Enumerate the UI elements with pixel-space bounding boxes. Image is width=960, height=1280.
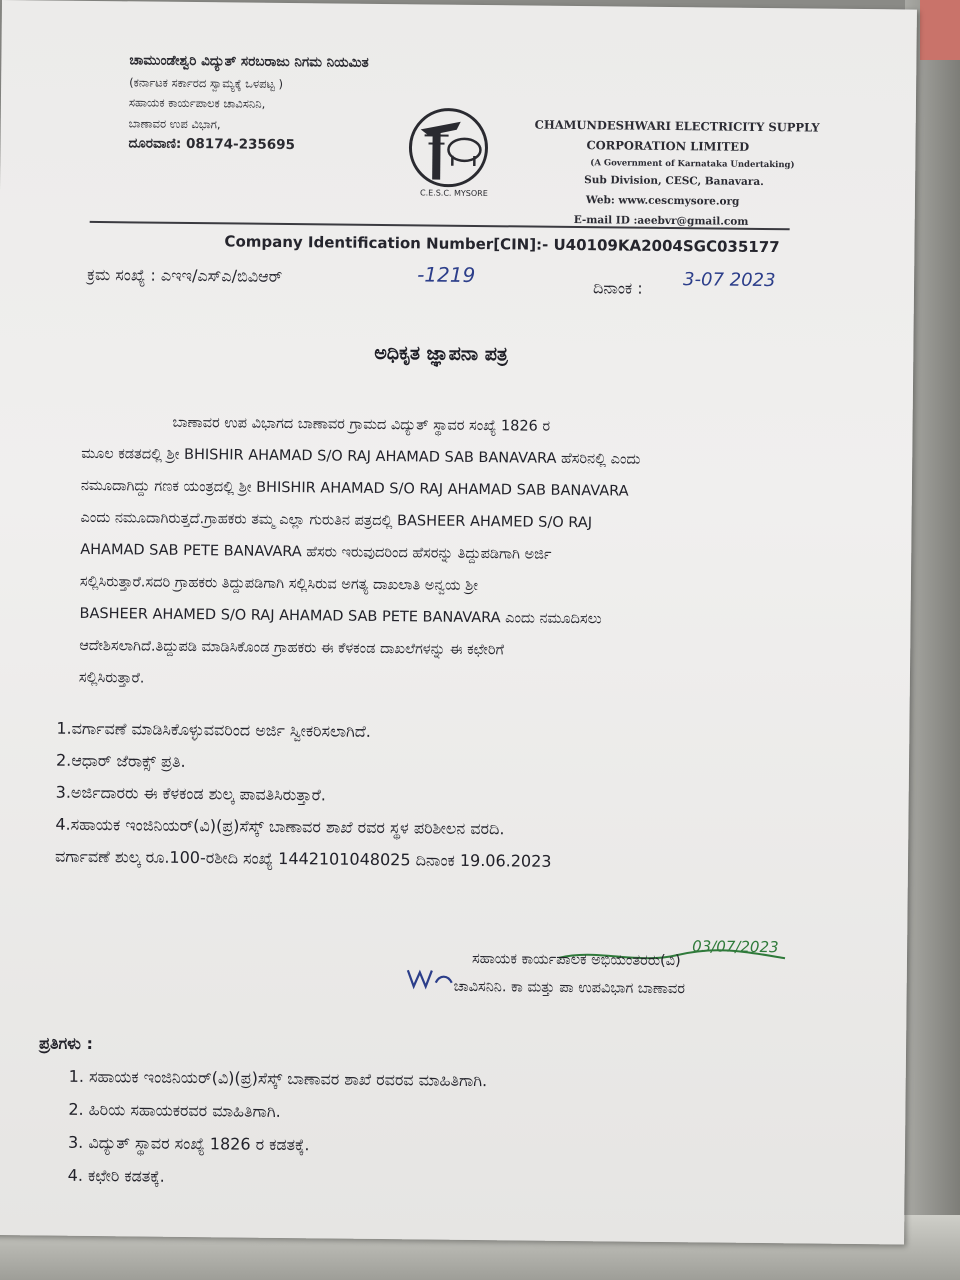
org-status-english: (A Government of Karnataka Undertaking) — [590, 158, 795, 171]
background-object — [920, 0, 960, 60]
body-line: ಬಾಣಾವರ ಉಪ ವಿಭಾಗದ ಬಾಣಾವರ ಗ್ರಾಮದ ವಿದ್ಯುತ್ ಸ್ಥಾವರ ಸಂಖ್ಯೆ 1826 ರ — [172, 414, 551, 435]
subdivision-english: Sub Division, CESC, Banavara. — [584, 174, 764, 188]
copy-item: 3. ವಿದ್ಯುತ್ ಸ್ಥಾವರ ಸಂಖ್ಯೆ 1826 ರ ಕಡತಕ್ಕೆ. — [67, 1132, 310, 1155]
office-title-kannada: ಸಹಾಯಕ ಕಾರ್ಯಪಾಲಕ ಚಾವಿಸನಿನಿ, — [128, 95, 266, 111]
copy-item: 4. ಕಛೇರಿ ಕಡತಕ್ಕೆ. — [67, 1165, 165, 1186]
org-name-kannada: ಚಾಮುಂಡೇಶ್ವರಿ ವಿದ್ಯುತ್ ಸರಬರಾಜು ನಿಗಮ ನಿಯಮಿತ — [129, 52, 369, 71]
subdivision-kannada: ಬಾಣಾವರ ಉಪ ವಿಭಾಗ, — [128, 116, 221, 132]
document-item: 3.ಅರ್ಜಿದಾರರು ಈ ಕೆಳಕಂಡ ಶುಲ್ಕ ಪಾವತಿಸಿರುತ್ತಾರೆ. — [55, 782, 327, 805]
memo-title: ಅಧಿಕೃತ ಜ್ಞಾಪನಾ ಪತ್ರ — [374, 341, 508, 366]
signatory-office: ಚಾವಿಸನಿನಿ. ಕಾ ಮತ್ತು ಪಾ ಉಪವಿಭಾಗ ಬಾಣಾವರ — [453, 978, 686, 998]
body-line: ಮೂಲ ಕಡತದಲ್ಲಿ ಶ್ರೀ BHISHIR AHAMAD S/O RAJ AHAMAD SAB BANAVARA ಹೆಸರಿನಲ್ಲಿ ಎಂದು — [81, 445, 641, 468]
reference-number-handwritten: -1219 — [417, 262, 476, 287]
reference-number-label: ಕ್ರಮ ಸಂಖ್ಯೆ : ಎಇಇ/ಎಸ್ಎ/ಬಿವಿಆರ್ — [87, 264, 283, 286]
org-name-english-line2: CORPORATION LIMITED — [586, 138, 750, 154]
cesc-logo — [398, 99, 499, 200]
initials-handwritten — [404, 964, 456, 991]
phone-number: ದೂರವಾಣಿ: 08174-235695 — [128, 135, 296, 154]
company-cin: Company Identification Number[CIN]:- U40109KA2004SGC035177 — [224, 232, 780, 257]
document-item: 2.ಆಧಾರ್ ಜೆರಾಕ್ಸ್ ಪ್ರತಿ. — [55, 750, 186, 771]
body-line: ಆದೇಶಿಸಲಾಗಿದೆ.ತಿದ್ದುಪಡಿ ಮಾಡಿಸಿಕೊಂಡ ಗ್ರಾಹಕರು ಈ ಕೆಳಕಂಡ ದಾಖಲೆಗಳನ್ನು ಈ ಕಛೇರಿಗೆ — [79, 637, 505, 659]
email-id: E-mail ID :aeebvr@gmail.com — [573, 213, 749, 228]
logo-caption: C.E.S.C. MYSORE — [419, 188, 488, 199]
body-line: AHAMAD SAB PETE BANAVARA ಹೆಸರು ಇರುವುದರಿಂದ ಹೆಸರನ್ನು ತಿದ್ದುಪಡಿಗಾಗಿ ಅರ್ಜಿ — [80, 541, 552, 563]
document-item: 4.ಸಹಾಯಕ ಇಂಜಿನಿಯರ್(ವಿ)(ಪ್ರ)ಸೆಸ್ಕ್ ಬಾಣಾವರ ಶಾಖೆ ರವರ ಸ್ಥಳ ಪರಿಶೀಲನ ವರದಿ. — [55, 814, 505, 839]
document-item: 1.ವರ್ಗಾವಣೆ ಮಾಡಿಸಿಕೊಳ್ಳುವವರಿಂದ ಅರ್ಜಿ ಸ್ವೀಕರಿಸಲಾಗಿದೆ. — [56, 718, 371, 741]
signature-date-handwritten: 03/07/2023 — [692, 937, 779, 957]
fee-receipt-line: ವರ್ಗಾವಣೆ ಶುಲ್ಕ ರೂ.100-ರಶೀದಿ ಸಂಖ್ಯೆ 1442101048025 ದಿನಾಂಕ 19.06.2023 — [54, 846, 552, 871]
body-line: ಸಲ್ಲಿಸಿರುತ್ತಾರೆ.ಸದರಿ ಗ್ರಾಹಕರು ತಿದ್ದುಪಡಿಗಾಗಿ ಸಲ್ಲಿಸಿರುವ ಅಗತ್ಯ ದಾಖಲಾತಿ ಅನ್ವಯ ಶ್ರೀ — [79, 573, 479, 595]
body-line: ಸಲ್ಲಿಸಿರುತ್ತಾರೆ. — [78, 669, 145, 687]
body-line: ನಮೂದಾಗಿದ್ದು ಗಣಕ ಯಂತ್ರದಲ್ಲಿ ಶ್ರೀ BHISHIR AHAMAD S/O RAJ AHAMAD SAB BANAVARA — [80, 477, 629, 500]
date-handwritten: 3-07 2023 — [682, 269, 776, 292]
signatory-designation: ಸಹಾಯಕ ಕಾರ್ಯಪಾಲಕ ಅಭಿಯಂತರರು(ವಿ) — [471, 950, 681, 970]
copy-item: 1. ಸಹಾಯಕ ಇಂಜಿನಿಯರ್(ವಿ)(ಪ್ರ)ಸೆಸ್ಕ್ ಬಾಣಾವರ ಶಾಖೆ ರವರವ ಮಾಹಿತಿಗಾಗಿ. — [68, 1066, 488, 1091]
copies-heading: ಪ್ರತಿಗಳು : — [38, 1033, 94, 1054]
org-name-english-line1: CHAMUNDESHWARI ELECTRICITY SUPPLY — [534, 117, 820, 135]
copy-item: 2. ಹಿರಿಯ ಸಹಾಯಕರವರ ಮಾಹಿತಿಗಾಗಿ. — [68, 1099, 281, 1121]
date-label: ದಿನಾಂಕ : — [592, 278, 643, 298]
org-status-kannada: (ಕರ್ನಾಟಕ ಸರ್ಕಾರದ ಸ್ವಾಮ್ಯಕ್ಕೆ ಒಳಪಟ್ಟ ) — [129, 75, 284, 91]
body-line: BASHEER AHAMED S/O RAJ AHAMAD SAB PETE BANAVARA ಎಂದು ನಮೂದಿಸಲು — [79, 605, 602, 628]
body-line: ಎಂದು ನಮೂದಾಗಿರುತ್ತದೆ.ಗ್ರಾಹಕರು ತಮ್ಮ ಎಲ್ಲಾ ಗುರುತಿನ ಪತ್ರದಲ್ಲಿ BASHEER AHAMED S/O RAJ — [80, 509, 593, 532]
website: Web: www.cescmysore.org — [585, 194, 740, 208]
